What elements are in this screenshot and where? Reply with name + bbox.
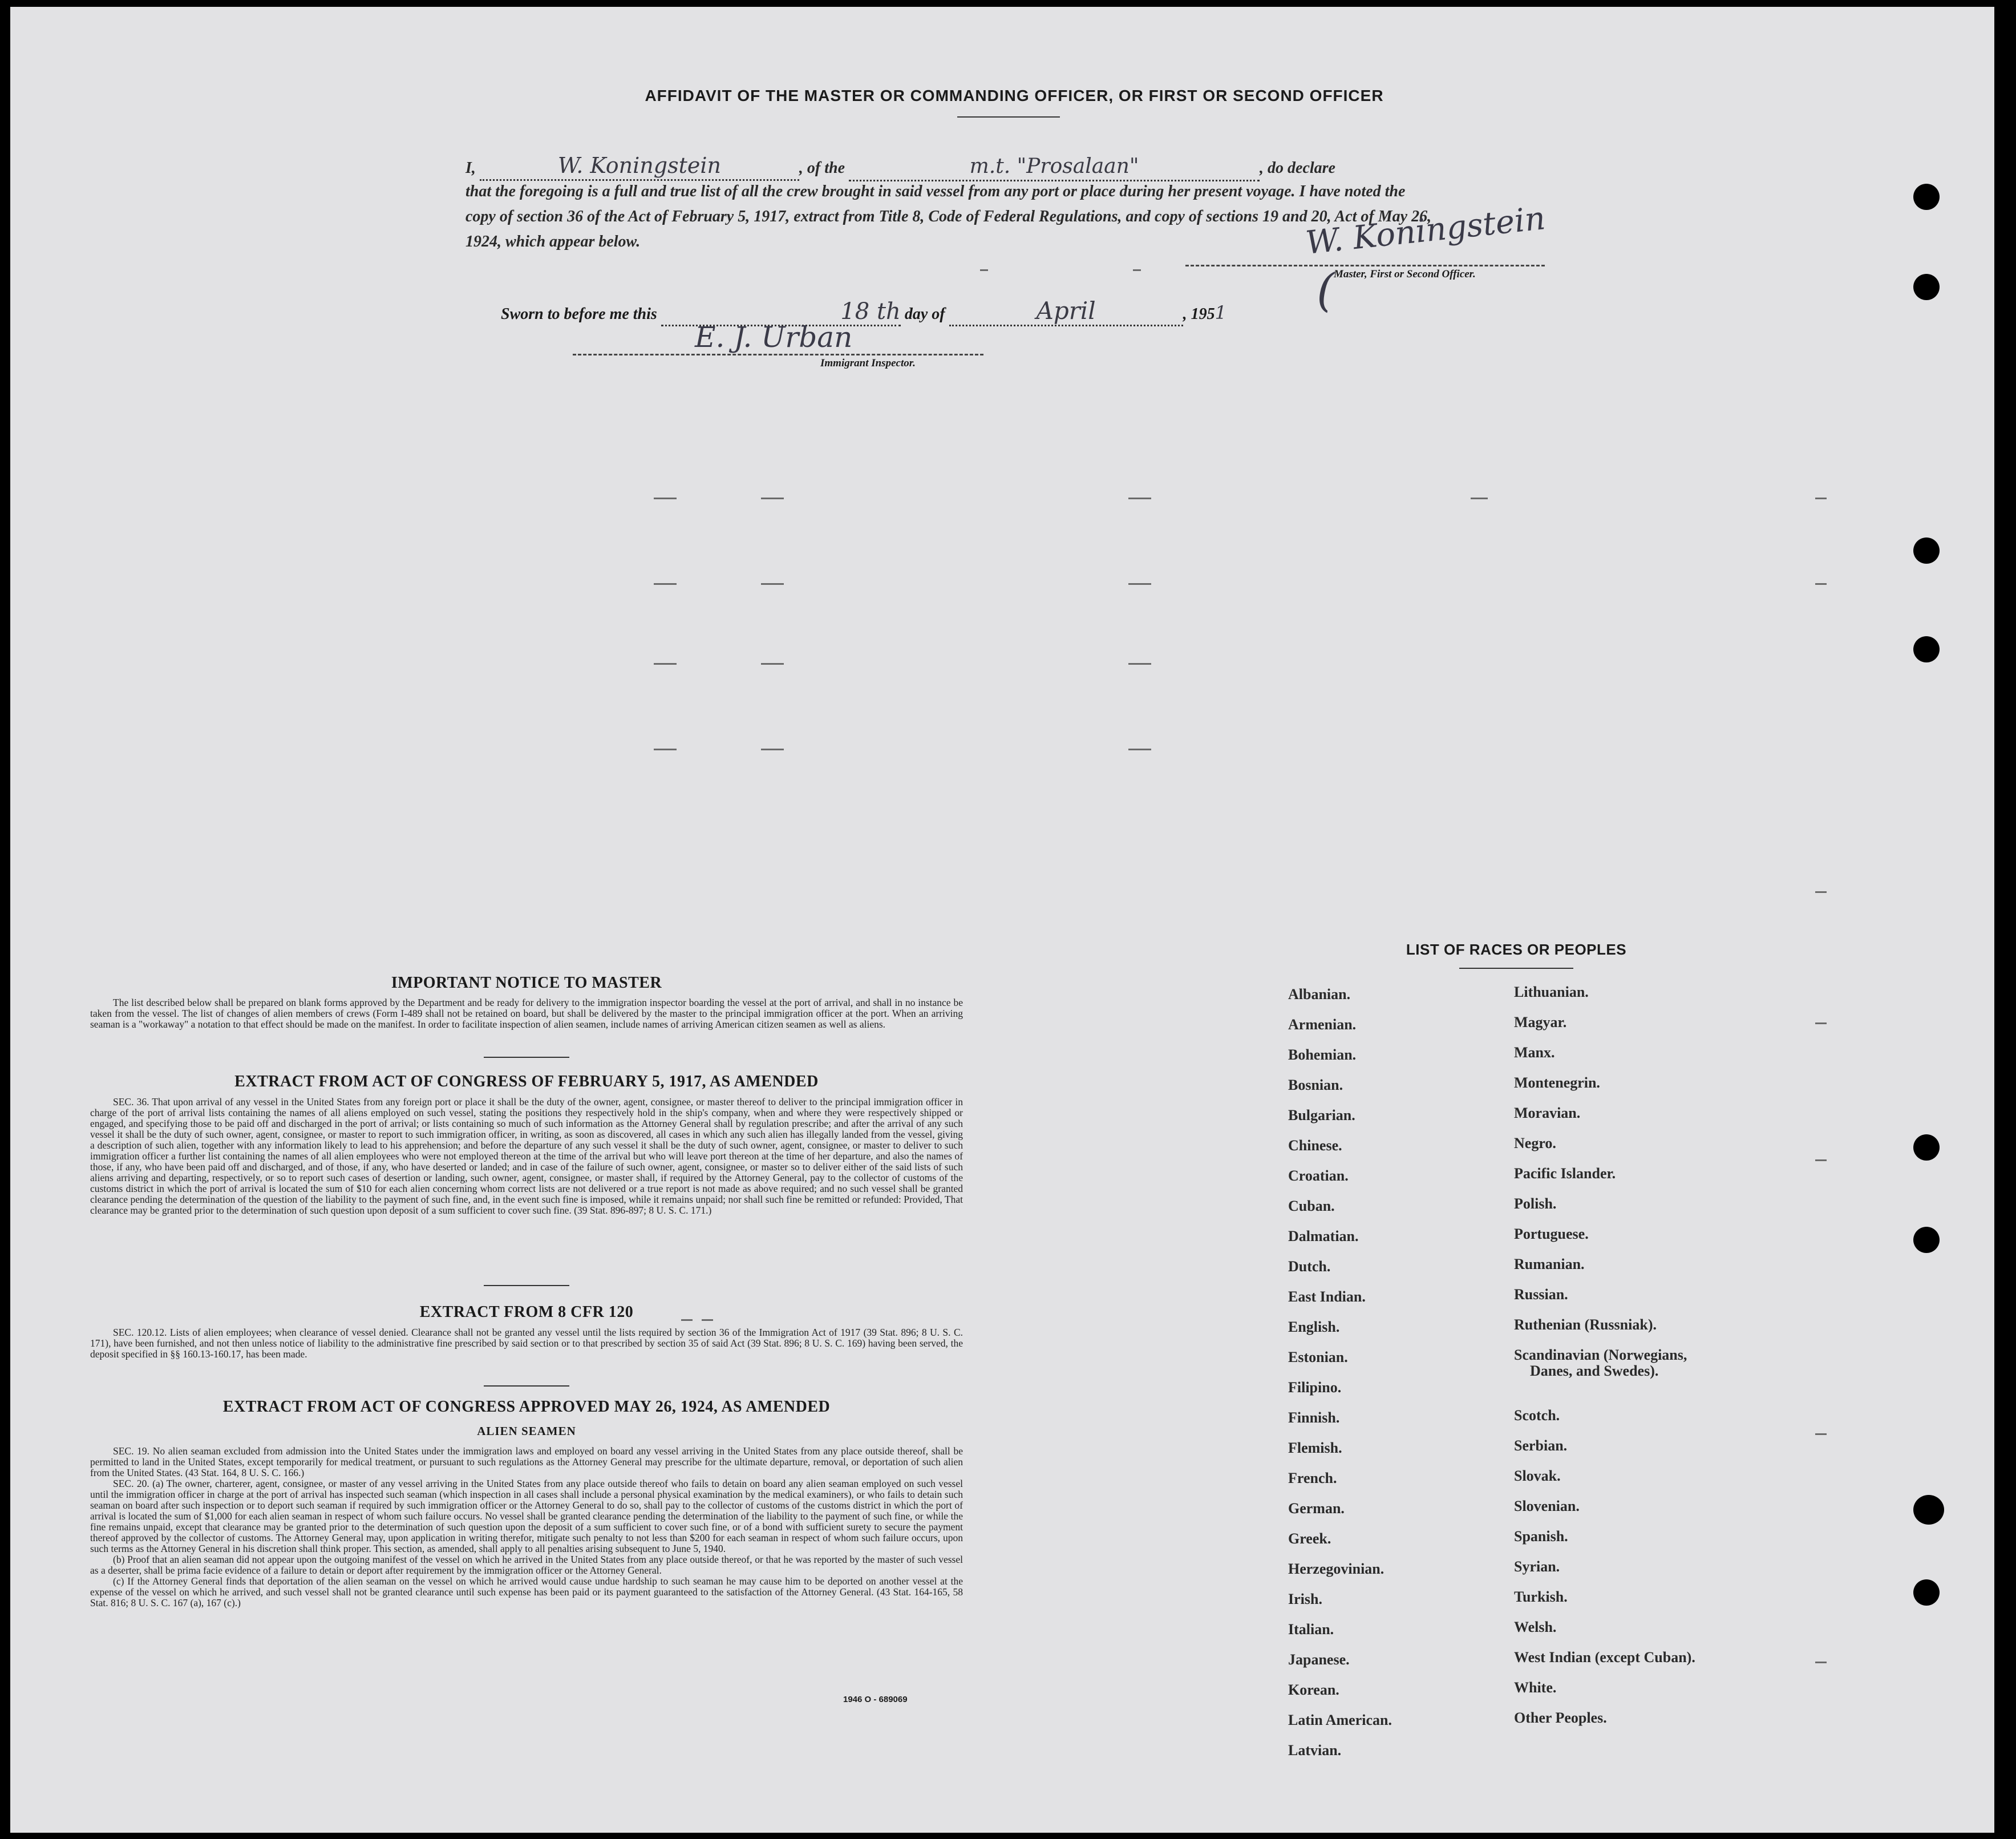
race-item: East Indian. <box>1288 1288 1366 1305</box>
punch-hole <box>1913 1134 1940 1161</box>
race-item: Latin American. <box>1288 1712 1392 1728</box>
race-item: Irish. <box>1288 1591 1322 1607</box>
punch-hole <box>1913 184 1940 210</box>
print-code: 1946 O - 689069 <box>843 1695 908 1704</box>
inspector-signature: E. J. Urban <box>695 321 853 354</box>
race-item: Welsh. <box>1514 1619 1557 1635</box>
day-of-label: day of <box>904 305 945 323</box>
races-heading: LIST OF RACES OR PEOPLES <box>1406 941 1627 958</box>
race-item: Moravian. <box>1514 1105 1581 1121</box>
punch-hole <box>1913 1579 1940 1606</box>
race-item: Other Peoples. <box>1514 1709 1607 1726</box>
do-declare-label: , do declare <box>1260 159 1335 177</box>
race-item: Danes, and Swedes). <box>1530 1363 1659 1379</box>
section-rule <box>484 1285 569 1286</box>
race-item: Finnish. <box>1288 1409 1340 1426</box>
race-item: Cuban. <box>1288 1198 1335 1214</box>
form-mark <box>761 663 784 665</box>
race-item: English. <box>1288 1319 1340 1335</box>
punch-hole <box>1913 1227 1940 1253</box>
section-rule <box>484 1385 569 1387</box>
title-rule <box>957 116 1060 118</box>
notice-text-block <box>90 997 963 1030</box>
extract-1917-heading: EXTRACT FROM ACT OF CONGRESS OF FEBRUARY 5, 1917, AS AMENDED <box>234 1073 819 1090</box>
affidavit-title: AFFIDAVIT OF THE MASTER OR COMMANDING OFFICER, OR FIRST OR SECOND OFFICER <box>645 87 1384 104</box>
form-mark <box>654 749 677 750</box>
race-item: Dalmatian. <box>1288 1228 1359 1244</box>
extract-1924-heading: EXTRACT FROM ACT OF CONGRESS APPROVED MAY 26, 1924, AS AMENDED <box>222 1398 831 1416</box>
master-signature: W. Koningstein <box>1303 200 1547 262</box>
notice-heading: IMPORTANT NOTICE TO MASTER <box>391 974 662 992</box>
race-item: West Indian (except Cuban). <box>1514 1649 1695 1666</box>
race-item: Herzegovinian. <box>1288 1561 1385 1577</box>
race-item: Magyar. <box>1514 1014 1567 1030</box>
sec20b-text: (b) Proof that an alien seaman did not appear upon the outgoing manifest of the vessel on which he arrived in the United States from any place outside thereof, or that he was reported by the master of such vessel as a deserter, shall be prima facie evidence of a failure to detain or deport after requirement by the immigration officer or the Attorney General. <box>90 1554 963 1576</box>
i-prefix: I, <box>465 159 476 177</box>
sec20a-text: SEC. 20. (a) The owner, charterer, agent, consignee, or master of any vessel arriving in the United States from any place outside thereof who fails to detain on board any alien seaman employed on such vessel until the immigration officer in charge at the port of arrival has inspected such seaman (which inspection in all cases shall include a personal physical examination by the medical examiners), or who fails to detain such seaman on board after such inspection or to deport such seaman if required by such immigration officer or the Attorney General to do so, shall pay to the collector of customs of the customs district in which the port of arrival is located the sum of $1,000 for each alien seaman in respect of whom such failure occurs. No vessel shall be granted clearance pending the determination of the liability to the payment of such fine, or while the fine remains unpaid, except that clearance may be granted prior to the determination of such question upon the deposit of a sum sufficient to cover such fine, or of a bond with sufficient surety to secure the payment thereof approved by the collector of customs. The Attorney General may, upon application in writing therefor, mitigate such penalty to not less than $200 for each seaman in respect of whom such failure occurs, upon such terms as the Attorney General in his discretion shall think proper. This section, as amended, shall apply to all penalties arising subsequent to June 5, 1940. <box>90 1478 963 1554</box>
form-mark <box>761 749 784 750</box>
document-page <box>10 7 1994 1833</box>
master-name: W. Koningstein <box>480 152 799 181</box>
race-item: Negro. <box>1514 1135 1556 1151</box>
form-mark <box>1815 1662 1827 1663</box>
race-item: French. <box>1288 1470 1337 1486</box>
race-item: Rumanian. <box>1514 1256 1585 1272</box>
race-item: Polish. <box>1514 1195 1557 1212</box>
race-item: Latvian. <box>1288 1742 1342 1759</box>
form-mark <box>980 269 988 271</box>
master-signature-line <box>1185 265 1545 266</box>
sworn-day: 18 th <box>661 298 901 326</box>
races-heading-rule <box>1459 968 1573 969</box>
race-item: Bosnian. <box>1288 1077 1343 1093</box>
race-item: Italian. <box>1288 1621 1334 1638</box>
extract-1917-block <box>90 1097 963 1216</box>
form-mark <box>761 498 784 499</box>
inspector-caption: Immigrant Inspector. <box>820 357 916 369</box>
race-item: Armenian. <box>1288 1016 1357 1033</box>
race-item: Lithuanian. <box>1514 984 1589 1000</box>
declaration-text: that the foregoing is a full and true list of all the crew brought in said vessel from any port or place during her present voyage. I have noted the copy of section 36 of the Act of February 5, 1917, extract from Title 8, Code of Federal Regulations, and copy of sections 19 and 20, Act of May 26, 1924, which appear below. <box>465 183 1432 250</box>
race-item: White. <box>1514 1679 1557 1696</box>
punch-hole <box>1913 274 1940 300</box>
extract-cfr-heading: EXTRACT FROM 8 CFR 120 <box>419 1303 634 1321</box>
of-the-label: , of the <box>799 159 845 177</box>
form-mark <box>1128 663 1151 665</box>
race-item: Flemish. <box>1288 1440 1342 1456</box>
race-item: Croatian. <box>1288 1167 1349 1184</box>
race-item: Scotch. <box>1514 1407 1560 1424</box>
race-item: Scandinavian (Norwegians, <box>1514 1347 1687 1363</box>
form-mark <box>1128 749 1151 750</box>
year-suffix: 1 <box>1215 302 1226 324</box>
extract-1924-subheading: ALIEN SEAMEN <box>477 1424 576 1438</box>
race-item: Pacific Islander. <box>1514 1165 1616 1182</box>
race-item: Filipino. <box>1288 1379 1342 1396</box>
sworn-month: April <box>949 297 1183 326</box>
form-mark <box>1815 1022 1827 1024</box>
race-item: Turkish. <box>1514 1589 1568 1605</box>
extract-cfr-block <box>90 1327 963 1360</box>
extract-1917-text: SEC. 36. That upon arrival of any vessel in the United States from any foreign port or place it shall be the duty of the owner, agent, consignee, or master thereof to deliver to the principal immigration officer in charge of the port of arrival lists containing the names of all aliens employed on such vessel, stating the positions they respectively hold in the ship's company, when and where they were respectively shipped or engaged, and specifying those to be paid off and discharged in the port of arrival; or lists containing so much of such information as the Attorney General shall by regulation prescribe; and after the arrival of any such vessel it shall be the duty of such owner, agent, consignee, or master to report to such immigration officer, in writing, as soon as discovered, all cases in which any such alien has illegally landed from the vessel, giving a description of such alien, together with any information likely to lead to his apprehension; and before the departure of any such vessel it shall be the duty of such owner, agent, consignee, or master to deliver to such immigration officer a further list containing the names of all alien employees who were not employed thereon at the time of the arrival but who will leave port thereon at the time of her departure, and also the names of those, if any, who have been paid off and discharged, and of those, if any, who have deserted or landed; and in case of the failure of such owner, agent, consignee, or master so to deliver either of the said lists of such aliens arriving and departing, respectively, or so to report such cases of desertion or landing, such owner, agent, consignee, or master shall, if required by the Attorney General, pay to the collector of customs of the customs district in which the port of arrival is located the sum of $10 for each alien concerning whom correct lists are not delivered or a true report is not made as above required; and no such vessel shall be granted clearance pending the determination of the question of the liability to the payment of such fine, and, in the event such fine is imposed, while it remains unpaid; nor shall such fine be remitted or refunded: Provided, That clearance may be granted prior to the determination of such question upon deposit of a sum sufficient to cover such fine. (39 Stat. 896-897; 8 U. S. C. 171.) <box>90 1096 963 1216</box>
race-item: Montenegrin. <box>1514 1074 1600 1091</box>
punch-hole <box>1913 636 1940 662</box>
inspector-signature-line <box>573 354 983 355</box>
section-rule <box>484 1057 569 1058</box>
race-item: Chinese. <box>1288 1137 1342 1154</box>
race-item: German. <box>1288 1500 1345 1517</box>
form-mark <box>761 583 784 585</box>
notice-text: The list described below shall be prepared on blank forms approved by the Department and be ready for delivery to the immigration inspector boarding the vessel at the port of arrival, and shall in no instance be taken from the vessel. The list of changes of alien members of crews (Form I-489 shall not be retained on board, but shall be delivered by the master to the principal immigration officer at the port. When an arriving seaman is a "workaway" a notation to that effect should be made on the manifest. In order to facilitate inspection of alien seamen, include names of arriving American citizen seamen as well as aliens. <box>90 997 963 1030</box>
race-item: Korean. <box>1288 1682 1339 1698</box>
extract-1924-block <box>90 1446 963 1608</box>
punch-hole <box>1913 1495 1944 1525</box>
sec19-text: SEC. 19. No alien seaman excluded from admission into the United States under the immigration laws and employed on board any vessel arriving in the United States from any place outside thereof, shall be permitted to land in the United States, except temporarily for medical treatment, or pursuant to such regulations as the Attorney General may prescribe for the ultimate departure, removal, or deportation of such alien from the United States. (43 Stat. 164, 8 U. S. C. 166.) <box>90 1445 963 1478</box>
form-mark <box>1815 891 1827 893</box>
form-mark <box>1815 1433 1827 1435</box>
punch-hole <box>1913 537 1940 564</box>
form-mark <box>654 663 677 665</box>
race-item: Ruthenian (Russniak). <box>1514 1316 1657 1333</box>
form-mark <box>1471 498 1488 499</box>
race-item: Estonian. <box>1288 1349 1348 1365</box>
declaration-line1 <box>465 152 1436 181</box>
master-caption: Master, First or Second Officer. <box>1334 268 1476 280</box>
race-item: Portuguese. <box>1514 1226 1589 1242</box>
sworn-line <box>501 297 1226 326</box>
form-mark <box>1815 498 1827 499</box>
vessel-name: m.t. "Prosalaan" <box>849 153 1260 181</box>
extract-cfr-text: SEC. 120.12. Lists of alien employees; when clearance of vessel denied. Clearance shall not be granted any vessel until the lists required by section 36 of the Immigration Act of 1917 (39 Stat. 896; 8 U. S. C. 171), have been furnished, and not then unless notice of liability to the administrative fine prescribed by said section or to that prescribed by section 35 of said Act (39 Stat. 896; 8 U. S. C. 169) having been served, the deposit specified in §§ 160.13-160.17, has been made. <box>90 1327 963 1360</box>
race-item: Serbian. <box>1514 1437 1568 1454</box>
race-item: Greek. <box>1288 1530 1331 1547</box>
race-item: Slovenian. <box>1514 1498 1580 1514</box>
race-item: Bohemian. <box>1288 1046 1357 1063</box>
race-item: Syrian. <box>1514 1558 1560 1575</box>
race-item: Dutch. <box>1288 1258 1331 1275</box>
form-mark <box>1815 583 1827 585</box>
form-mark <box>1128 583 1151 585</box>
form-mark <box>654 583 677 585</box>
race-item: Manx. <box>1514 1044 1555 1061</box>
race-item: Spanish. <box>1514 1528 1568 1545</box>
form-mark <box>1128 498 1151 499</box>
form-mark <box>654 498 677 499</box>
sec20c-text: (c) If the Attorney General finds that deportation of the alien seaman on the vessel on which he arrived would cause undue hardship to such seaman he may cause him to be deported on another vessel at the expense of the vessel on which he arrived, and such vessel shall not be granted clearance until such expense has been paid or its payment guaranteed to the satisfaction of the Attorney General. (43 Stat. 164-165, 58 Stat. 816; 8 U. S. C. 167 (a), 167 (c).) <box>90 1575 963 1608</box>
race-item: Japanese. <box>1288 1651 1350 1668</box>
year-prefix: , 195 <box>1183 305 1215 323</box>
signature-flourish: ( <box>1317 264 1335 317</box>
form-mark <box>1815 1159 1827 1161</box>
race-item: Bulgarian. <box>1288 1107 1355 1123</box>
form-mark <box>1133 269 1141 271</box>
declaration <box>465 152 1436 254</box>
race-item: Albanian. <box>1288 986 1351 1003</box>
race-item: Russian. <box>1514 1286 1568 1303</box>
sworn-prefix: Sworn to before me this <box>501 305 657 323</box>
race-item: Slovak. <box>1514 1468 1561 1484</box>
